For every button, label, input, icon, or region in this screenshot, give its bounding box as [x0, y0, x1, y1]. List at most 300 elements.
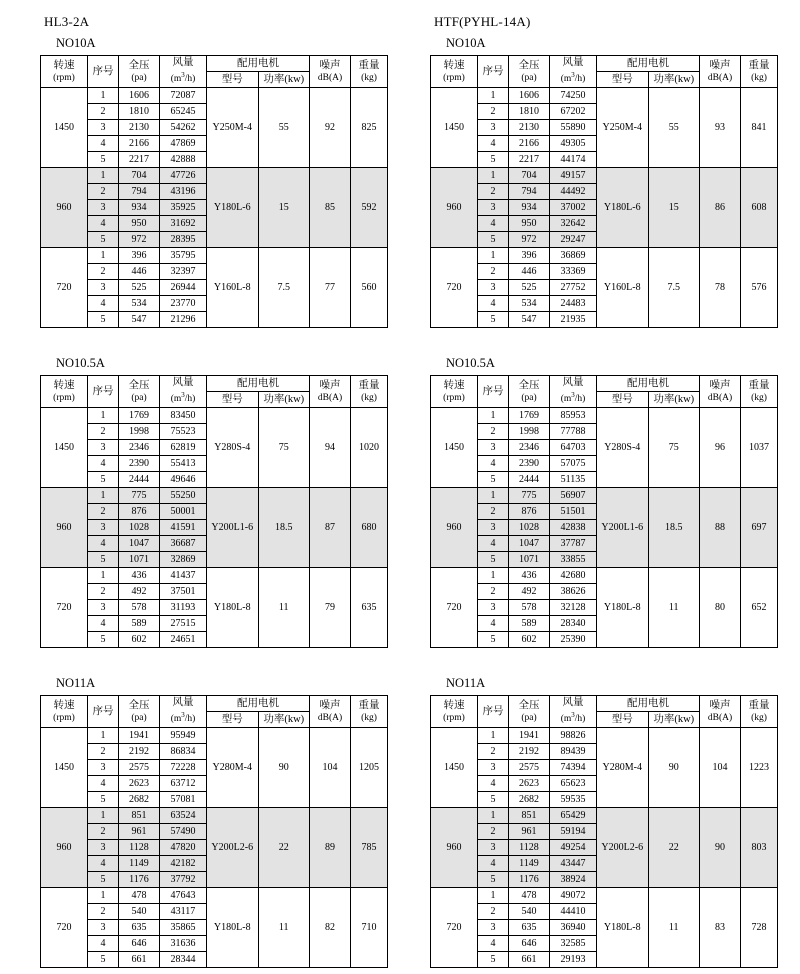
cell-index: 1 — [478, 488, 509, 504]
cell-weight: 680 — [351, 488, 388, 568]
cell-flow: 38924 — [550, 872, 597, 888]
header-noise: 噪声 dB(A) — [700, 696, 741, 728]
cell-power: 11 — [258, 568, 310, 648]
header-flow: 风量 $(m^3/h)$ — [550, 696, 597, 728]
table-header-row — [41, 376, 388, 392]
cell-noise: 85 — [310, 168, 351, 248]
cell-motor-model: Y280S-4 — [597, 408, 649, 488]
cell-weight: 635 — [351, 568, 388, 648]
cell-pressure: 1047 — [119, 536, 160, 552]
cell-index: 3 — [88, 840, 119, 856]
table-row — [41, 248, 388, 264]
cell-flow: 35795 — [160, 248, 207, 264]
cell-index: 1 — [88, 168, 119, 184]
cell-noise: 83 — [700, 888, 741, 968]
cell-index: 3 — [478, 120, 509, 136]
cell-index: 4 — [88, 296, 119, 312]
header-index: 序号 — [88, 56, 119, 88]
cell-flow: 37792 — [160, 872, 207, 888]
cell-flow: 36940 — [550, 920, 597, 936]
cell-noise: 78 — [700, 248, 741, 328]
cell-pressure: 661 — [509, 952, 550, 968]
cell-pressure: 2390 — [509, 456, 550, 472]
cell-pressure: 1071 — [119, 552, 160, 568]
cell-index: 2 — [88, 584, 119, 600]
header-pressure: 全压 (pa) — [119, 376, 160, 408]
cell-index: 5 — [88, 872, 119, 888]
cell-pressure: 525 — [119, 280, 160, 296]
cell-index: 4 — [88, 136, 119, 152]
cell-pressure: 547 — [509, 312, 550, 328]
cell-index: 2 — [88, 184, 119, 200]
cell-flow: 32642 — [550, 216, 597, 232]
cell-index: 1 — [478, 168, 509, 184]
cell-index: 3 — [478, 200, 509, 216]
cell-index: 2 — [478, 264, 509, 280]
cell-pressure: 1941 — [509, 728, 550, 744]
cell-index: 5 — [478, 952, 509, 968]
cell-rpm: 1450 — [431, 408, 478, 488]
cell-index: 2 — [88, 424, 119, 440]
header-weight: 重量 (kg) — [351, 56, 388, 88]
cell-pressure: 2682 — [119, 792, 160, 808]
cell-flow: 44492 — [550, 184, 597, 200]
cell-index: 3 — [88, 520, 119, 536]
cell-index: 1 — [478, 728, 509, 744]
cell-index: 2 — [88, 744, 119, 760]
header-motor-model: 型号 — [207, 392, 259, 408]
cell-index: 4 — [478, 536, 509, 552]
cell-index: 5 — [478, 472, 509, 488]
cell-index: 5 — [88, 792, 119, 808]
cell-index: 4 — [88, 776, 119, 792]
cell-rpm: 960 — [431, 808, 478, 888]
cell-flow: 54262 — [160, 120, 207, 136]
header-power: 功率(kw) — [258, 712, 310, 728]
fan-performance-table — [40, 375, 388, 648]
cell-pressure: 2575 — [119, 760, 160, 776]
cell-flow: 28340 — [550, 616, 597, 632]
cell-pressure: 1149 — [509, 856, 550, 872]
header-rpm: 转速 (rpm) — [431, 56, 478, 88]
cell-weight: 841 — [741, 88, 778, 168]
header-index: 序号 — [478, 376, 509, 408]
right-column — [408, 14, 780, 974]
header-power: 功率(kw) — [648, 712, 700, 728]
cell-motor-model: Y180L-8 — [597, 888, 649, 968]
cell-motor-model: Y250M-4 — [207, 88, 259, 168]
cell-flow: 23770 — [160, 296, 207, 312]
header-index: 序号 — [88, 696, 119, 728]
cell-pressure: 661 — [119, 952, 160, 968]
cell-pressure: 2217 — [509, 152, 550, 168]
table-row — [41, 568, 388, 584]
model-size-label: NO10A — [446, 36, 486, 50]
cell-pressure: 1071 — [509, 552, 550, 568]
table-row — [41, 88, 388, 104]
cell-pressure: 704 — [119, 168, 160, 184]
cell-pressure: 540 — [119, 904, 160, 920]
cell-pressure: 1176 — [119, 872, 160, 888]
table-row — [41, 808, 388, 824]
table-row — [431, 568, 778, 584]
header-rpm: 转速 (rpm) — [431, 696, 478, 728]
cell-index: 4 — [478, 616, 509, 632]
cell-pressure: 589 — [509, 616, 550, 632]
header-noise: 噪声 dB(A) — [310, 696, 351, 728]
cell-index: 4 — [88, 536, 119, 552]
cell-flow: 27752 — [550, 280, 597, 296]
cell-pressure: 961 — [509, 824, 550, 840]
cell-pressure: 1047 — [509, 536, 550, 552]
cell-pressure: 646 — [509, 936, 550, 952]
cell-flow: 28344 — [160, 952, 207, 968]
cell-flow: 29193 — [550, 952, 597, 968]
cell-flow: 67202 — [550, 104, 597, 120]
right-series-title: HTF(PYHL-14A) — [434, 14, 531, 29]
cell-pressure: 2390 — [119, 456, 160, 472]
model-size-label: NO10.5A — [56, 356, 105, 370]
cell-rpm: 960 — [431, 168, 478, 248]
cell-pressure: 602 — [509, 632, 550, 648]
cell-index: 4 — [478, 456, 509, 472]
header-motor-group: 配用电机 — [207, 56, 310, 72]
cell-pressure: 2682 — [509, 792, 550, 808]
cell-pressure: 540 — [509, 904, 550, 920]
cell-rpm: 720 — [431, 248, 478, 328]
header-motor-model: 型号 — [597, 72, 649, 88]
cell-flow: 65245 — [160, 104, 207, 120]
cell-index: 1 — [478, 408, 509, 424]
cell-pressure: 934 — [119, 200, 160, 216]
cell-index: 2 — [478, 504, 509, 520]
cell-index: 1 — [478, 248, 509, 264]
cell-pressure: 1769 — [119, 408, 160, 424]
cell-flow: 72228 — [160, 760, 207, 776]
cell-pressure: 2623 — [509, 776, 550, 792]
cell-flow: 36869 — [550, 248, 597, 264]
cell-pressure: 2130 — [119, 120, 160, 136]
section-spacer — [408, 654, 780, 676]
cell-flow: 86834 — [160, 744, 207, 760]
cell-index: 3 — [88, 760, 119, 776]
header-motor-model: 型号 — [207, 72, 259, 88]
fan-table-block — [18, 676, 390, 968]
fan-table-block — [408, 36, 780, 328]
cell-weight: 785 — [351, 808, 388, 888]
cell-motor-model: Y280M-4 — [207, 728, 259, 808]
header-pressure: 全压 (pa) — [119, 696, 160, 728]
table-row — [431, 248, 778, 264]
cell-index: 4 — [88, 936, 119, 952]
cell-index: 2 — [478, 104, 509, 120]
cell-rpm: 720 — [431, 568, 478, 648]
header-weight: 重量 (kg) — [351, 696, 388, 728]
cell-flow: 41591 — [160, 520, 207, 536]
cell-pressure: 1128 — [509, 840, 550, 856]
cell-pressure: 775 — [119, 488, 160, 504]
cell-noise: 104 — [310, 728, 351, 808]
cell-flow: 25390 — [550, 632, 597, 648]
header-pressure: 全压 (pa) — [509, 376, 550, 408]
cell-noise: 80 — [700, 568, 741, 648]
cell-pressure: 478 — [119, 888, 160, 904]
table-row — [41, 408, 388, 424]
cell-noise: 89 — [310, 808, 351, 888]
cell-power: 11 — [258, 888, 310, 968]
cell-weight: 652 — [741, 568, 778, 648]
cell-index: 4 — [478, 136, 509, 152]
cell-flow: 49305 — [550, 136, 597, 152]
cell-pressure: 534 — [509, 296, 550, 312]
cell-rpm: 1450 — [41, 408, 88, 488]
cell-flow: 35865 — [160, 920, 207, 936]
table-header-row — [41, 696, 388, 712]
cell-power: 90 — [258, 728, 310, 808]
cell-flow: 47869 — [160, 136, 207, 152]
header-rpm: 转速 (rpm) — [41, 56, 88, 88]
header-motor-model: 型号 — [597, 392, 649, 408]
cell-flow: 50001 — [160, 504, 207, 520]
header-rpm: 转速 (rpm) — [431, 376, 478, 408]
fan-performance-table — [40, 695, 388, 968]
cell-flow: 56907 — [550, 488, 597, 504]
cell-index: 1 — [88, 408, 119, 424]
cell-rpm: 960 — [431, 488, 478, 568]
cell-pressure: 794 — [119, 184, 160, 200]
header-pressure: 全压 (pa) — [119, 56, 160, 88]
cell-index: 1 — [88, 888, 119, 904]
cell-flow: 98826 — [550, 728, 597, 744]
cell-flow: 74394 — [550, 760, 597, 776]
cell-pressure: 876 — [119, 504, 160, 520]
table-row — [41, 728, 388, 744]
cell-flow: 57081 — [160, 792, 207, 808]
cell-flow: 59194 — [550, 824, 597, 840]
cell-flow: 33855 — [550, 552, 597, 568]
cell-index: 5 — [88, 472, 119, 488]
table-row — [431, 728, 778, 744]
cell-flow: 65623 — [550, 776, 597, 792]
cell-flow: 55413 — [160, 456, 207, 472]
cell-index: 5 — [478, 552, 509, 568]
cell-power: 22 — [648, 808, 700, 888]
cell-index: 2 — [88, 504, 119, 520]
left-sections — [18, 36, 390, 968]
cell-index: 1 — [88, 568, 119, 584]
cell-index: 5 — [88, 632, 119, 648]
cell-index: 3 — [478, 600, 509, 616]
cell-flow: 33369 — [550, 264, 597, 280]
cell-noise: 82 — [310, 888, 351, 968]
cell-noise: 94 — [310, 408, 351, 488]
cell-noise: 92 — [310, 88, 351, 168]
header-noise: 噪声 dB(A) — [310, 376, 351, 408]
cell-flow: 28395 — [160, 232, 207, 248]
cell-pressure: 851 — [509, 808, 550, 824]
cell-pressure: 950 — [119, 216, 160, 232]
cell-pressure: 961 — [119, 824, 160, 840]
cell-motor-model: Y180L-8 — [207, 888, 259, 968]
cell-pressure: 525 — [509, 280, 550, 296]
cell-pressure: 492 — [509, 584, 550, 600]
cell-flow: 35925 — [160, 200, 207, 216]
cell-index: 1 — [88, 88, 119, 104]
cell-weight: 710 — [351, 888, 388, 968]
cell-noise: 88 — [700, 488, 741, 568]
cell-flow: 47820 — [160, 840, 207, 856]
cell-flow: 62819 — [160, 440, 207, 456]
cell-pressure: 876 — [509, 504, 550, 520]
cell-weight: 576 — [741, 248, 778, 328]
cell-pressure: 1810 — [119, 104, 160, 120]
cell-flow: 44410 — [550, 904, 597, 920]
cell-pressure: 794 — [509, 184, 550, 200]
cell-rpm: 960 — [41, 808, 88, 888]
table-row — [41, 888, 388, 904]
model-size-label: NO11A — [56, 676, 96, 690]
cell-index: 1 — [88, 808, 119, 824]
header-weight: 重量 (kg) — [351, 376, 388, 408]
header-weight: 重量 (kg) — [741, 56, 778, 88]
cell-noise: 104 — [700, 728, 741, 808]
cell-flow: 42838 — [550, 520, 597, 536]
cell-flow: 63524 — [160, 808, 207, 824]
cell-flow: 31636 — [160, 936, 207, 952]
fan-table-block — [408, 676, 780, 968]
cell-pressure: 2346 — [509, 440, 550, 456]
header-motor-group: 配用电机 — [207, 696, 310, 712]
cell-motor-model: Y160L-8 — [597, 248, 649, 328]
cell-rpm: 960 — [41, 488, 88, 568]
cell-pressure: 2575 — [509, 760, 550, 776]
cell-flow: 74250 — [550, 88, 597, 104]
cell-weight: 728 — [741, 888, 778, 968]
cell-index: 3 — [88, 200, 119, 216]
fan-performance-table — [430, 695, 778, 968]
cell-flow: 95949 — [160, 728, 207, 744]
section-spacer — [408, 334, 780, 356]
cell-noise: 96 — [700, 408, 741, 488]
cell-index: 3 — [88, 120, 119, 136]
cell-pressure: 1176 — [509, 872, 550, 888]
cell-weight: 697 — [741, 488, 778, 568]
cell-pressure: 2623 — [119, 776, 160, 792]
cell-power: 90 — [648, 728, 700, 808]
cell-index: 3 — [478, 280, 509, 296]
cell-power: 75 — [258, 408, 310, 488]
cell-power: 11 — [648, 568, 700, 648]
fan-table-block — [408, 356, 780, 648]
cell-flow: 72087 — [160, 88, 207, 104]
cell-power: 75 — [648, 408, 700, 488]
header-rpm: 转速 (rpm) — [41, 376, 88, 408]
cell-pressure: 775 — [509, 488, 550, 504]
cell-noise: 86 — [700, 168, 741, 248]
cell-flow: 44174 — [550, 152, 597, 168]
cell-flow: 24651 — [160, 632, 207, 648]
cell-motor-model: Y280M-4 — [597, 728, 649, 808]
cell-pressure: 1149 — [119, 856, 160, 872]
left-column — [18, 14, 390, 974]
cell-index: 3 — [478, 520, 509, 536]
cell-flow: 59535 — [550, 792, 597, 808]
cell-index: 1 — [88, 248, 119, 264]
cell-motor-model: Y180L-6 — [207, 168, 259, 248]
cell-index: 4 — [478, 216, 509, 232]
cell-index: 5 — [88, 552, 119, 568]
cell-noise: 90 — [700, 808, 741, 888]
cell-pressure: 602 — [119, 632, 160, 648]
cell-index: 5 — [88, 232, 119, 248]
cell-flow: 37787 — [550, 536, 597, 552]
cell-pressure: 1606 — [119, 88, 160, 104]
cell-index: 3 — [88, 600, 119, 616]
cell-flow: 42888 — [160, 152, 207, 168]
cell-flow: 64703 — [550, 440, 597, 456]
cell-index: 2 — [88, 904, 119, 920]
cell-pressure: 534 — [119, 296, 160, 312]
cell-noise: 93 — [700, 88, 741, 168]
cell-pressure: 704 — [509, 168, 550, 184]
cell-rpm: 1450 — [41, 88, 88, 168]
cell-flow: 29247 — [550, 232, 597, 248]
cell-power: 7.5 — [648, 248, 700, 328]
cell-index: 2 — [88, 264, 119, 280]
cell-pressure: 2346 — [119, 440, 160, 456]
cell-flow: 49157 — [550, 168, 597, 184]
cell-pressure: 547 — [119, 312, 160, 328]
cell-power: 55 — [648, 88, 700, 168]
cell-flow: 31193 — [160, 600, 207, 616]
cell-pressure: 589 — [119, 616, 160, 632]
fan-table-block — [18, 356, 390, 648]
cell-rpm: 720 — [41, 888, 88, 968]
cell-index: 3 — [478, 440, 509, 456]
header-index: 序号 — [478, 696, 509, 728]
cell-index: 2 — [478, 424, 509, 440]
cell-index: 2 — [478, 824, 509, 840]
cell-flow: 37501 — [160, 584, 207, 600]
header-flow: 风量 $(m^3/h)$ — [550, 376, 597, 408]
fan-performance-table — [430, 55, 778, 328]
cell-pressure: 1941 — [119, 728, 160, 744]
cell-flow: 41437 — [160, 568, 207, 584]
cell-noise: 77 — [310, 248, 351, 328]
cell-pressure: 1028 — [509, 520, 550, 536]
cell-pressure: 1998 — [509, 424, 550, 440]
cell-motor-model: Y200L2-6 — [207, 808, 259, 888]
cell-motor-model: Y180L-6 — [597, 168, 649, 248]
fan-performance-table — [40, 55, 388, 328]
cell-flow: 43196 — [160, 184, 207, 200]
cell-power: 18.5 — [258, 488, 310, 568]
cell-index: 5 — [478, 872, 509, 888]
header-flow: 风量 $(m^3/h)$ — [550, 56, 597, 88]
cell-weight: 803 — [741, 808, 778, 888]
cell-index: 3 — [88, 440, 119, 456]
cell-flow: 24483 — [550, 296, 597, 312]
cell-index: 2 — [88, 104, 119, 120]
fan-performance-table — [430, 375, 778, 648]
model-size-label: NO10.5A — [446, 356, 495, 370]
header-noise: 噪声 dB(A) — [700, 56, 741, 88]
cell-motor-model: Y180L-8 — [207, 568, 259, 648]
cell-flow: 55890 — [550, 120, 597, 136]
cell-motor-model: Y200L2-6 — [597, 808, 649, 888]
cell-pressure: 2130 — [509, 120, 550, 136]
header-pressure: 全压 (pa) — [509, 696, 550, 728]
